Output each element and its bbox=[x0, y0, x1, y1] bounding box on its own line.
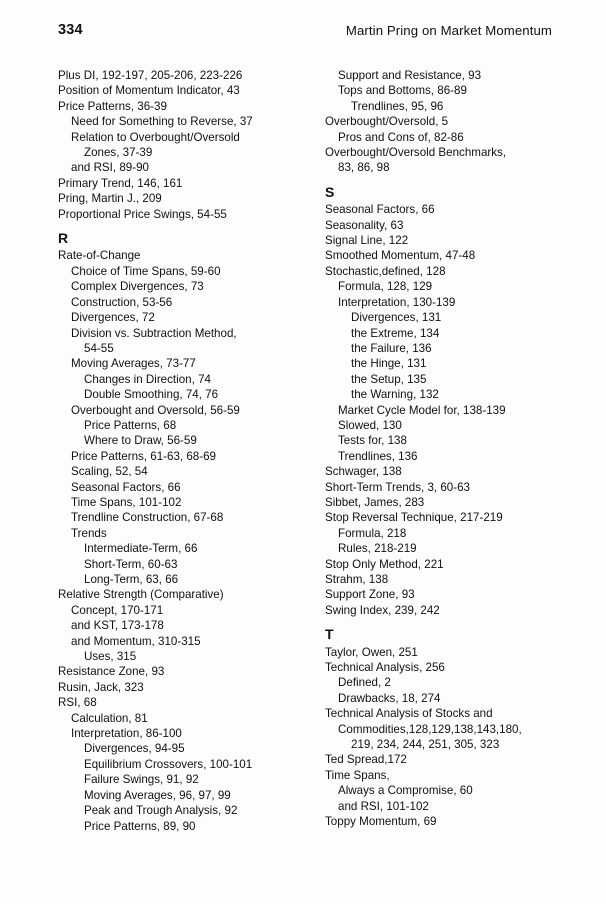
index-entry: 219, 234, 244, 251, 305, 323 bbox=[351, 738, 500, 752]
index-letter-heading: S bbox=[325, 183, 335, 200]
index-entry: Zones, 37-39 bbox=[84, 146, 153, 160]
index-entry: Relation to Overbought/Oversold bbox=[71, 130, 240, 144]
index-entry: the Setup, 135 bbox=[351, 372, 427, 386]
index-entry: Price Patterns, 89, 90 bbox=[84, 819, 196, 833]
index-entry: Stochastic,defined, 128 bbox=[325, 264, 446, 278]
index-entry: Price Patterns, 68 bbox=[84, 418, 177, 432]
index-entry: RSI, 68 bbox=[58, 696, 97, 710]
index-entry: Failure Swings, 91, 92 bbox=[84, 773, 199, 787]
index-entry: Moving Averages, 73-77 bbox=[71, 357, 196, 371]
index-entry: Uses, 315 bbox=[84, 650, 137, 664]
index-entry: Support Zone, 93 bbox=[325, 588, 415, 602]
index-entry: Trends bbox=[71, 526, 107, 540]
index-entry: Calculation, 81 bbox=[71, 711, 148, 725]
index-entry: Stop Reversal Technique, 217-219 bbox=[325, 511, 503, 525]
index-entry: Drawbacks, 18, 274 bbox=[338, 691, 441, 705]
index-entry: Seasonal Factors, 66 bbox=[71, 480, 181, 494]
index-entry: Proportional Price Swings, 54-55 bbox=[58, 207, 227, 221]
index-entry: the Hinge, 131 bbox=[351, 357, 427, 371]
page-header bbox=[0, 22, 606, 46]
index-entry: Complex Divergences, 73 bbox=[71, 280, 204, 294]
index-entry: the Failure, 136 bbox=[351, 341, 432, 355]
index-entry: Price Patterns, 61-63, 68-69 bbox=[71, 449, 217, 463]
index-entry: Ted Spread,172 bbox=[325, 753, 407, 767]
index-entry: Concept, 170-171 bbox=[71, 603, 164, 617]
page-number: 334 bbox=[58, 22, 83, 38]
index-letter-heading: R bbox=[58, 230, 69, 247]
index-entry: Technical Analysis of Stocks and bbox=[325, 707, 493, 721]
index-column-left bbox=[0, 68, 303, 834]
index-entry: Schwager, 138 bbox=[325, 465, 402, 479]
index-entry: Always a Compromise, 60 bbox=[338, 784, 473, 798]
index-entry: Relative Strength (Comparative) bbox=[58, 588, 224, 602]
index-entry: Interpretation, 130-139 bbox=[338, 295, 456, 309]
index-entry: Overbought/Oversold Benchmarks, bbox=[325, 146, 507, 160]
index-entry: Stop Only Method, 221 bbox=[325, 557, 444, 571]
index-entry: Formula, 218 bbox=[338, 526, 407, 540]
index-entry: Need for Something to Reverse, 37 bbox=[71, 115, 253, 129]
index-entry: the Extreme, 134 bbox=[351, 326, 440, 340]
index-entry: Overbought and Oversold, 56-59 bbox=[71, 403, 240, 417]
index-entry: Time Spans, bbox=[325, 768, 390, 782]
index-entry: Slowed, 130 bbox=[338, 418, 402, 432]
index-entry: 54-55 bbox=[84, 341, 114, 355]
index-entry: Commodities,128,129,138,143,180, bbox=[338, 722, 522, 736]
index-entry: Pros and Cons of, 82-86 bbox=[338, 130, 464, 144]
index-entry: Intermediate-Term, 66 bbox=[84, 542, 198, 556]
index-entry: Double Smoothing, 74, 76 bbox=[84, 388, 219, 402]
index-entry: Plus DI, 192-197, 205-206, 223-226 bbox=[58, 69, 243, 82]
index-entry: Pring, Martin J., 209 bbox=[58, 192, 162, 206]
index-entry: Trendlines, 136 bbox=[338, 449, 418, 463]
index-entry: Signal Line, 122 bbox=[325, 234, 409, 248]
index-column-right bbox=[303, 68, 606, 830]
index-entry: Seasonal Factors, 66 bbox=[325, 203, 435, 217]
index-entry: Smoothed Momentum, 47-48 bbox=[325, 249, 476, 263]
index-entry: Construction, 53-56 bbox=[71, 295, 173, 309]
index-entry: Peak and Trough Analysis, 92 bbox=[84, 804, 238, 818]
index-entry: Strahm, 138 bbox=[325, 573, 389, 586]
index-entry: Technical Analysis, 256 bbox=[325, 661, 445, 675]
index-entry: Tops and Bottoms, 86-89 bbox=[338, 84, 467, 98]
index-entry: Choice of Time Spans, 59-60 bbox=[71, 264, 221, 278]
index-entry: Long-Term, 63, 66 bbox=[84, 573, 179, 586]
index-entry: Primary Trend, 146, 161 bbox=[58, 176, 183, 190]
index-entry: Where to Draw, 56-59 bbox=[84, 434, 197, 448]
index-entry: Interpretation, 86-100 bbox=[71, 727, 182, 741]
index-entry: Short-Term, 60-63 bbox=[84, 557, 178, 571]
index-letter-heading: T bbox=[325, 626, 334, 643]
index-entry: Division vs. Subtraction Method, bbox=[71, 326, 237, 340]
index-entry: and KST, 173-178 bbox=[71, 619, 164, 633]
index-entry: Position of Momentum Indicator, 43 bbox=[58, 84, 240, 98]
index-entry: Seasonality, 63 bbox=[325, 218, 404, 232]
index-entry: Divergences, 131 bbox=[351, 311, 442, 325]
index-entry: Trendline Construction, 67-68 bbox=[71, 511, 224, 525]
index-entry: Time Spans, 101-102 bbox=[71, 495, 182, 509]
running-head: Martin Pring on Market Momentum bbox=[345, 23, 552, 38]
index-entry: Price Patterns, 36-39 bbox=[58, 99, 167, 113]
index-entry: Tests for, 138 bbox=[338, 434, 407, 448]
index-entry: Taylor, Owen, 251 bbox=[325, 645, 418, 659]
index-columns bbox=[0, 68, 606, 834]
index-entry: Scaling, 52, 54 bbox=[71, 465, 148, 479]
index-entry: Divergences, 72 bbox=[71, 311, 155, 325]
index-entry: Toppy Momentum, 69 bbox=[325, 815, 437, 829]
index-entry: Sibbet, James, 283 bbox=[325, 495, 425, 509]
index-entry: Moving Averages, 96, 97, 99 bbox=[84, 788, 231, 802]
index-entry: Resistance Zone, 93 bbox=[58, 665, 165, 679]
index-entry: Market Cycle Model for, 138-139 bbox=[338, 403, 506, 417]
index-entry: Formula, 128, 129 bbox=[338, 280, 433, 294]
index-entry: Rules, 218-219 bbox=[338, 542, 417, 556]
index-entry: Short-Term Trends, 3, 60-63 bbox=[325, 480, 470, 494]
index-entry: the Warning, 132 bbox=[351, 388, 439, 402]
index-entry: and Momentum, 310-315 bbox=[71, 634, 201, 648]
index-entry: Defined, 2 bbox=[338, 676, 391, 690]
index-entry: and RSI, 89-90 bbox=[71, 161, 149, 175]
index-entry: Trendlines, 95, 96 bbox=[351, 99, 444, 113]
index-entry: Divergences, 94-95 bbox=[84, 742, 185, 756]
index-entry: Swing Index, 239, 242 bbox=[325, 603, 440, 617]
index-entry: Rate-of-Change bbox=[58, 249, 141, 263]
index-entry: Overbought/Oversold, 5 bbox=[325, 115, 449, 129]
index-entry: Changes in Direction, 74 bbox=[84, 372, 211, 386]
index-entry: and RSI, 101-102 bbox=[338, 799, 429, 813]
index-entry: Rusin, Jack, 323 bbox=[58, 680, 144, 694]
index-entry: Equilibrium Crossovers, 100-101 bbox=[84, 757, 253, 771]
index-entry: Support and Resistance, 93 bbox=[338, 69, 482, 82]
index-entry: 83, 86, 98 bbox=[338, 161, 390, 175]
